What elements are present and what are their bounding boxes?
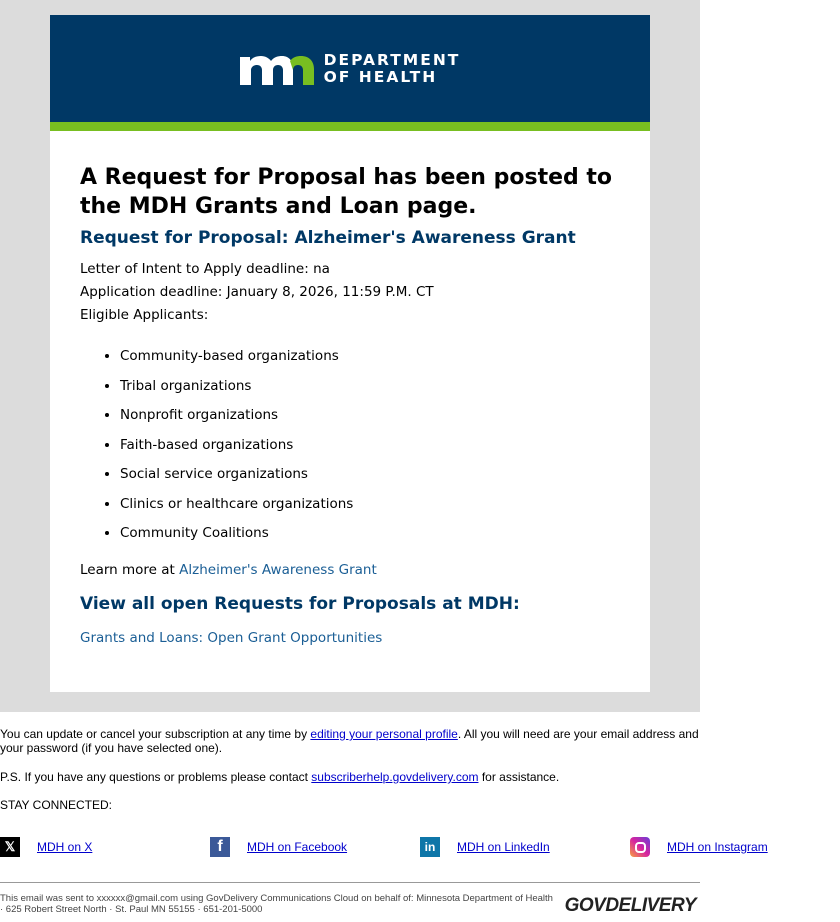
social-link-instagram[interactable]: MDH on Instagram [667, 840, 768, 854]
list-item: • Community-based organizations [120, 342, 620, 372]
header-banner [50, 15, 650, 122]
rfp-subtitle: Request for Proposal: Alzheimer's Awareness Grant [80, 228, 576, 248]
applicant-list [120, 342, 620, 549]
list-item: • Faith-based organizations [120, 431, 620, 461]
legal-text: This email was sent to xxxxxx@gmail.com using GovDelivery Communications Cloud on behalf of: Minnesota Department of Health · 625 Robert Street North · St. Paul MN 55155 · 651-201-5000 [0, 893, 553, 915]
open-grants-link[interactable]: Grants and Loans: Open Grant Opportunities [80, 629, 383, 646]
loi-deadline: Letter of Intent to Apply deadline: na [80, 261, 330, 277]
govdelivery-logo: GOVDELIVERY [564, 895, 696, 916]
view-all-heading: View all open Requests for Proposals at MDH: [80, 593, 520, 614]
learn-more: Learn more at Alzheimer's Awareness Grant [80, 561, 377, 578]
stay-connected: STAY CONNECTED: [0, 798, 113, 812]
linkedin-icon: in [420, 837, 440, 857]
list-item: • Social service organizations [120, 460, 620, 490]
social-links [0, 837, 768, 857]
ps-text: P.S. If you have any questions or problems please contact subscriberhelp.govdelivery.com for assistance. [0, 770, 560, 784]
social-link-x[interactable]: MDH on X [37, 840, 93, 854]
email-card [50, 15, 650, 692]
divider [0, 882, 700, 883]
footer [0, 712, 768, 915]
eligible-label: Eligible Applicants: [80, 307, 209, 323]
facebook-icon: f [210, 837, 230, 857]
update-text: You can update or cancel your subscription at any time by editing your personal profile. All you will need are your email address and your password (if you have selected one). [0, 727, 699, 755]
list-item: • Community Coalitions [120, 519, 620, 549]
email-title: A Request for Proposal has been posted to the MDH Grants and Loan page. [80, 165, 613, 219]
list-item: • Tribal organizations [120, 372, 620, 402]
list-item: • Nonprofit organizations [120, 401, 620, 431]
subscriber-help-link[interactable]: subscriberhelp.govdelivery.com [311, 770, 479, 784]
mn-logo [240, 53, 314, 85]
accent-bar [50, 122, 650, 131]
instagram-icon [630, 837, 650, 857]
social-link-facebook[interactable]: MDH on Facebook [247, 840, 348, 854]
social-link-linkedin[interactable]: MDH on LinkedIn [457, 840, 550, 854]
edit-profile-link[interactable]: editing your personal profile [310, 727, 458, 741]
department-name: DEPARTMENT OF HEALTH [323, 50, 461, 86]
application-deadline: Application deadline: January 8, 2026, 11:59 P.M. CT [80, 284, 434, 300]
x-icon: 𝕏 [0, 837, 20, 857]
grant-link[interactable]: Alzheimer's Awareness Grant [179, 561, 377, 578]
list-item: • Clinics or healthcare organizations [120, 490, 620, 520]
